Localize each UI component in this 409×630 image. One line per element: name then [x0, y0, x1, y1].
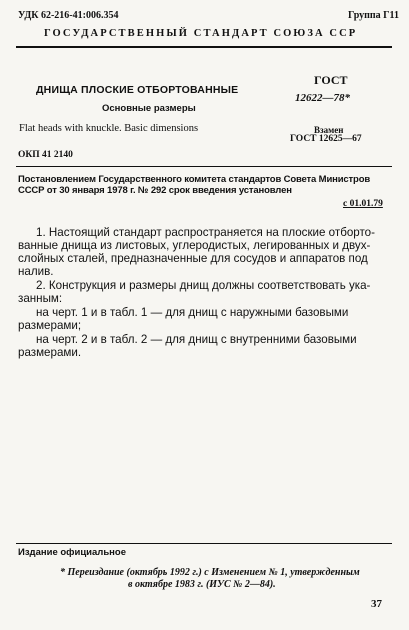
body-line: на черт. 2 и в табл. 2 — для днищ с внутренними базовыми: [36, 333, 357, 346]
body-line: 1. Настоящий стандарт распространяется на плоские отборто-: [36, 226, 375, 239]
udk-code: УДК 62-216-41:006.354: [18, 10, 119, 21]
body-line: занным:: [18, 292, 63, 305]
page-number: 37: [371, 598, 382, 610]
body-line: налив.: [18, 265, 54, 278]
section-rule: [16, 166, 392, 167]
english-title: Flat heads with knuckle. Basic dimensions: [19, 123, 199, 134]
edition-label: Издание официальное: [18, 547, 126, 558]
effective-date: с 01.01.79: [343, 199, 383, 209]
okp-code: ОКП 41 2140: [18, 150, 73, 160]
footer-rule: [16, 543, 392, 544]
document-title: ДНИЩА ПЛОСКИЕ ОТБОРТОВАННЫЕ: [36, 84, 239, 96]
decree-text: Постановлением Государственного комитета стандартов Совета Министров СССР от 30 января 1978 г. № 292 срок введения установлен: [18, 174, 371, 196]
gost-number: 12622—78*: [295, 92, 350, 104]
replaces-label: Взамен: [314, 125, 344, 135]
gost-label: ГОСТ: [314, 73, 348, 87]
group-code: Группа Г11: [348, 10, 399, 21]
standard-banner: ГОСУДАРСТВЕННЫЙ СТАНДАРТ СОЮЗА ССР: [44, 28, 358, 39]
body-line: на черт. 1 и в табл. 1 — для днищ с наружными базовыми: [36, 306, 349, 319]
reprint-note: * Переиздание (октябрь 1992 г.) с Изменением № 1, утвержденным: [60, 567, 360, 578]
body-line: размерами;: [18, 319, 82, 332]
replaces-value: ГОСТ 12625—67: [290, 134, 362, 144]
header-rule: [16, 46, 392, 48]
reprint-note-cont: в октябре 1983 г. (ИУС № 2—84).: [128, 579, 276, 590]
body-line: 2. Конструкция и размеры днищ должны соответствовать ука-: [36, 279, 371, 292]
body-line: ванные днища из листовых, углеродистых, легированных и двух-: [18, 239, 371, 252]
body-line: слойных сталей, предназначенные для сосудов и аппаратов под: [18, 252, 368, 265]
body-line: размерами.: [18, 346, 82, 359]
document-subtitle: Основные размеры: [102, 103, 196, 114]
